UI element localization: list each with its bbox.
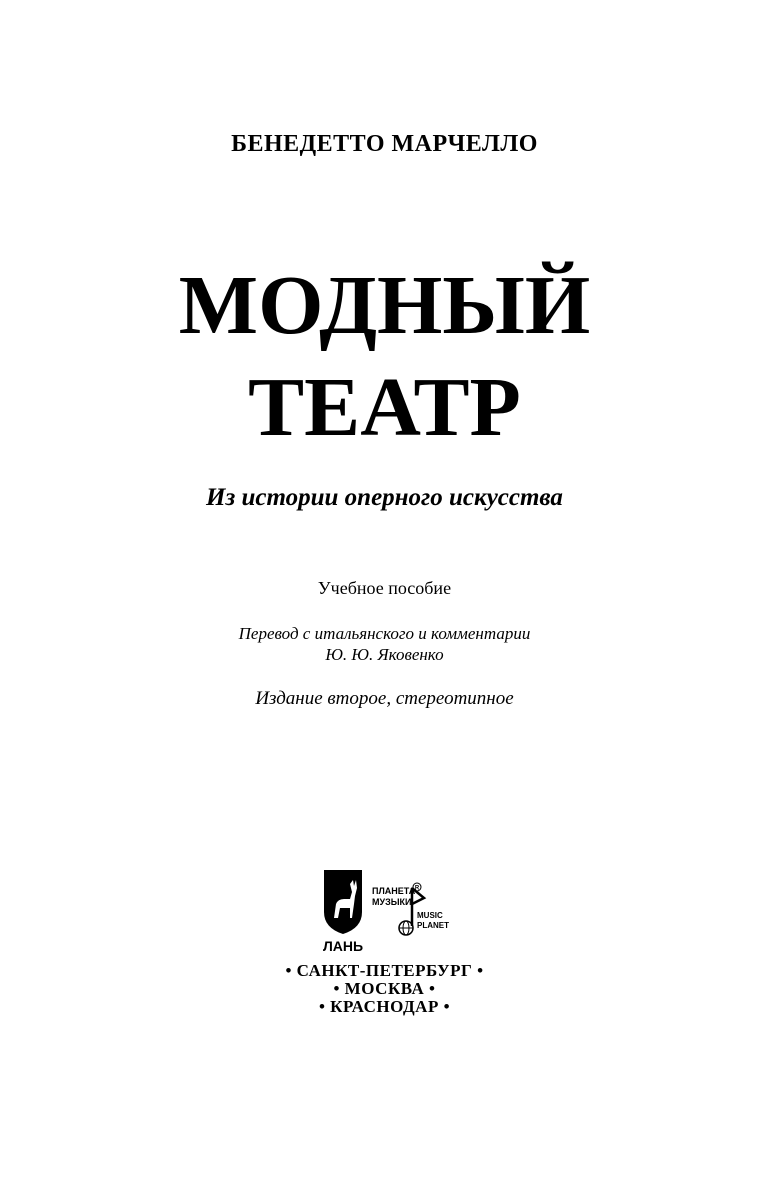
translator-name: Ю. Ю. Яковенко	[325, 645, 444, 664]
planet-text-4: PLANET	[417, 921, 449, 930]
publisher-logos	[318, 866, 458, 956]
planet-text-1: ПЛАНЕТА	[372, 886, 416, 896]
lan-logo-text: ЛАНЬ	[322, 938, 364, 954]
lan-deer-logo	[323, 870, 363, 954]
edition-note: Издание второе, стереотипное	[255, 688, 514, 709]
book-subtitle: Из истории оперного искусства	[206, 484, 563, 511]
city-moscow: • МОСКВА •	[333, 979, 436, 998]
author-name: БЕНЕДЕТТО МАРЧЕЛЛО	[231, 131, 538, 157]
city-krasnodar: • КРАСНОДАР •	[318, 997, 451, 1016]
svg-text:R: R	[414, 885, 420, 892]
book-title-line-2: ТЕАТР	[248, 361, 521, 454]
city-saint-petersburg: • САНКТ-ПЕТЕРБУРГ •	[285, 961, 484, 980]
planet-text-3: MUSIC	[417, 911, 443, 920]
planet-music-logo	[372, 883, 449, 935]
publication-type: Учебное пособие	[317, 578, 452, 598]
translation-line: Перевод с итальянского и комментарии	[238, 624, 531, 643]
planet-text-2: МУЗЫКИ	[372, 897, 412, 907]
book-title-line-1: МОДНЫЙ	[178, 259, 591, 352]
translation-credit	[0, 623, 769, 665]
